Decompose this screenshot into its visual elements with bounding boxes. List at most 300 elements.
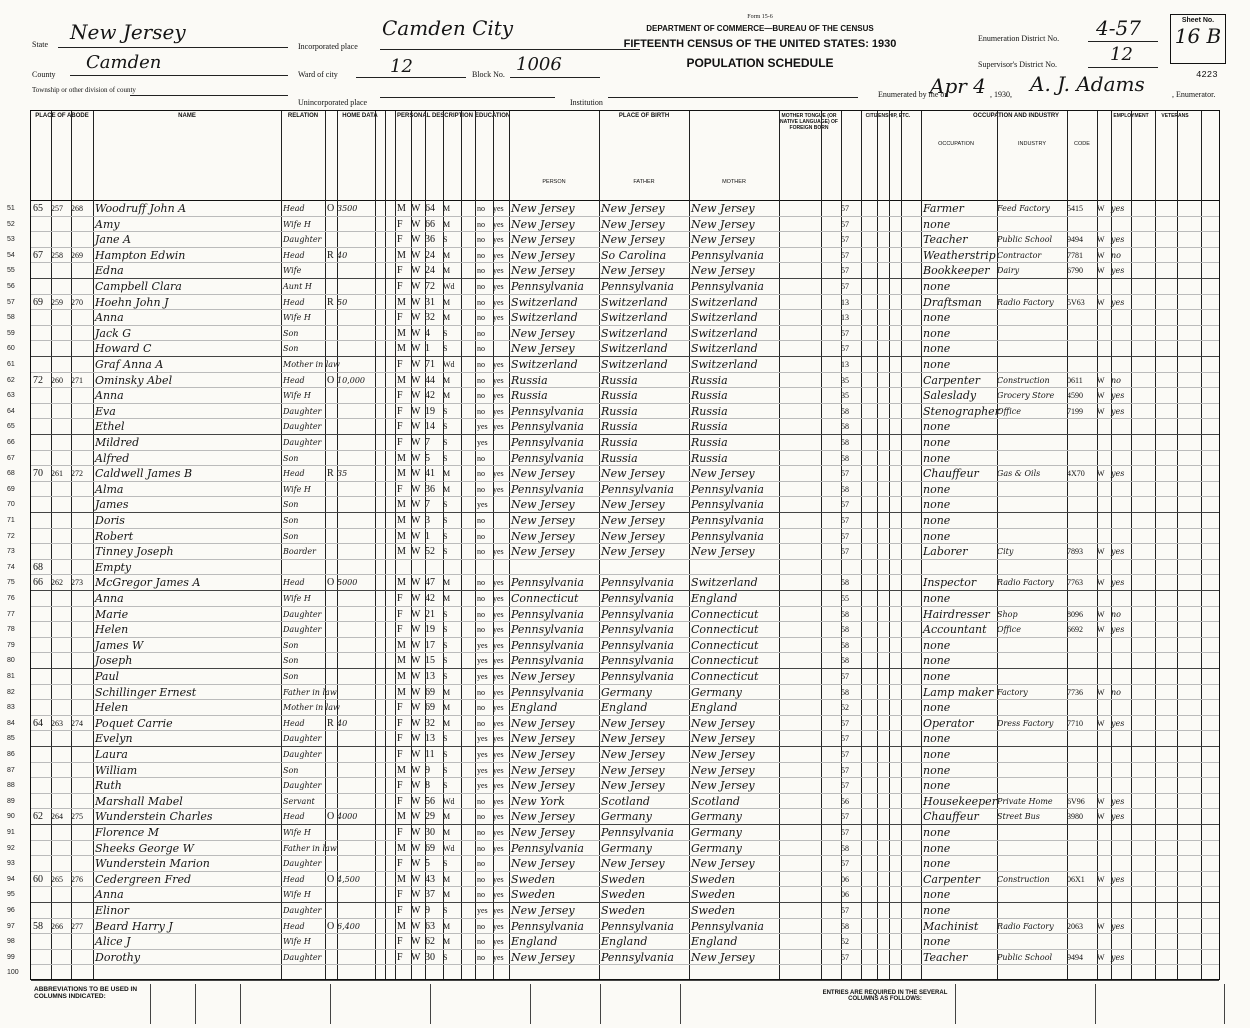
- cell-pob-f: New Jersey: [601, 763, 665, 777]
- cell-rel: Daughter: [283, 422, 322, 432]
- cell-emp: yes: [1111, 235, 1125, 245]
- cell-val: [337, 700, 375, 715]
- cell-pob: Pennsylvania: [511, 623, 584, 637]
- cell-pob-m: Pennsylvania: [691, 248, 764, 262]
- cell-line: 93: [7, 860, 15, 868]
- cell-emp: yes: [1111, 297, 1125, 307]
- cell-read: yes: [493, 204, 504, 213]
- cell-visit: [71, 388, 93, 403]
- cell-rel: Head: [283, 204, 305, 213]
- cell-code1: 57: [841, 952, 849, 962]
- cell-race: W: [411, 795, 421, 807]
- cell-rel: Head: [283, 297, 305, 307]
- cell-fam: 260: [51, 375, 63, 385]
- cell-occ: Draftsman: [923, 295, 982, 309]
- cell-pob-m: Pennsylvania: [691, 514, 764, 527]
- cell-code2: [1067, 497, 1097, 512]
- head-occupation: OCCUPATION: [938, 141, 974, 147]
- cell-dwell: 67: [33, 249, 43, 261]
- cell-own: [327, 685, 337, 700]
- cell-visit: [71, 513, 93, 528]
- cell-line: 61: [7, 361, 15, 368]
- cell-line: 94: [7, 875, 15, 883]
- cell-code1: 06: [841, 874, 849, 884]
- cell-race: W: [411, 686, 421, 698]
- cell-pob: New Jersey: [511, 326, 575, 340]
- cell-pob-f: Pennsylvania: [601, 950, 674, 964]
- cell-code1: 57: [841, 672, 849, 681]
- cell-visit: [71, 887, 93, 902]
- cell-occ: Laborer: [923, 545, 968, 559]
- cell-fam: [51, 357, 71, 372]
- cell-pob-f: So Carolina: [601, 248, 667, 262]
- cell-own: [327, 669, 337, 684]
- cell-emp: [1111, 763, 1131, 778]
- cell-emp: yes: [1111, 625, 1125, 635]
- cell-dwell: [33, 232, 51, 247]
- cell-emp: [1111, 856, 1131, 871]
- cell-school: yes: [477, 765, 488, 775]
- cell-dwell: [33, 747, 51, 762]
- cell-own: O: [327, 873, 335, 885]
- cell-val: [337, 451, 375, 466]
- cell-sex: F: [397, 265, 403, 277]
- cell-fam: [51, 856, 71, 871]
- cell-name: Florence M: [95, 826, 160, 839]
- cell-fam: [51, 934, 71, 949]
- cell-school: no: [477, 828, 485, 837]
- cell-line: 79: [7, 641, 15, 649]
- cell-ind: [997, 482, 1067, 497]
- cell-own: [327, 778, 337, 793]
- cell-dwell: [33, 825, 51, 840]
- cell-read: yes: [493, 781, 504, 791]
- cell-val: [337, 326, 375, 341]
- cell-school: no: [477, 547, 485, 557]
- cell-dwell: [33, 497, 51, 512]
- group-education: EDUCATION: [475, 113, 511, 119]
- cell-emp: yes: [1111, 547, 1125, 557]
- cell-visit: [71, 607, 93, 622]
- cell-school: no: [477, 890, 485, 900]
- cell-visit: [71, 950, 93, 965]
- cell-pob-f: England: [601, 701, 648, 715]
- cell-age: 37: [425, 889, 435, 901]
- cell-fam: [51, 341, 71, 356]
- cell-code1: 57: [841, 219, 849, 229]
- cell-fam: [51, 482, 71, 497]
- cell-pob-f: New Jersey: [601, 545, 665, 559]
- cell-pob-m: Switzerland: [691, 358, 758, 371]
- cell-read: [493, 965, 509, 980]
- cell-occ: none: [923, 763, 951, 777]
- cell-pob-f: Russia: [601, 389, 638, 403]
- cell-code2: [1067, 326, 1097, 341]
- enumerated-year: , 1930,: [990, 90, 1012, 99]
- cell-emp: yes: [1111, 796, 1125, 806]
- sheet-label: Sheet No.: [1181, 17, 1215, 24]
- cell-val: [337, 482, 375, 497]
- cell-fam: [51, 950, 71, 965]
- cell-own: [327, 451, 337, 466]
- cell-age: 13: [425, 671, 435, 682]
- cell-cls: [1097, 591, 1109, 606]
- cell-line: 60: [7, 345, 15, 353]
- cell-rel: Wife H: [283, 219, 311, 229]
- cell-school: no: [477, 406, 485, 416]
- schedule-title: POPULATION SCHEDULE: [686, 56, 834, 70]
- cell-school: no: [477, 594, 485, 603]
- cell-pob-m: Connecticut: [691, 607, 759, 621]
- cell-ind: [997, 591, 1067, 606]
- sheet-value: 16 B: [1174, 24, 1222, 48]
- cell-occ: none: [923, 638, 951, 652]
- cell-school: yes: [477, 672, 488, 681]
- cell-race: W: [411, 577, 421, 589]
- cell-ind: [997, 841, 1067, 856]
- cell-line: 58: [7, 314, 15, 322]
- cell-code2: 6790: [1067, 266, 1083, 276]
- cell-sex: F: [397, 624, 403, 636]
- cell-read: yes: [493, 952, 504, 962]
- cell-rel: Daughter: [283, 438, 322, 447]
- cell-name: Alma: [95, 482, 124, 496]
- cell-pob: New Jersey: [511, 732, 575, 746]
- cell-occ: none: [923, 217, 951, 231]
- cell-emp: no: [1111, 375, 1121, 385]
- cell-read: yes: [493, 375, 504, 385]
- cell-sex: F: [397, 905, 403, 916]
- cell-sex: F: [397, 858, 403, 870]
- cell-line: 95: [7, 891, 15, 899]
- cell-pob-m: [691, 560, 779, 575]
- enumerator-name: A. J. Adams: [1030, 72, 1145, 96]
- cell-own: [327, 950, 337, 965]
- cell-line: 80: [7, 657, 15, 665]
- cell-own: [327, 747, 337, 762]
- cell-cls: W: [1097, 874, 1105, 884]
- cell-mar: M: [443, 297, 451, 307]
- cell-ind: Dress Factory: [997, 718, 1054, 728]
- cell-sex: F: [397, 827, 403, 838]
- table-row: [7, 482, 1219, 498]
- cell-mar: S: [443, 438, 448, 447]
- cell-dwell: [33, 934, 51, 949]
- cell-school: yes: [477, 438, 488, 447]
- cell-cls: [1097, 482, 1109, 497]
- cell-mar: S: [443, 906, 448, 915]
- cell-cls: W: [1097, 297, 1105, 307]
- cell-sex: M: [397, 203, 406, 214]
- cell-code2: 7893: [1067, 547, 1083, 557]
- cell-dwell: [33, 310, 51, 325]
- cell-cls: [1097, 638, 1109, 653]
- cell-occ: Teacher: [923, 233, 968, 247]
- cell-pob: New Jersey: [511, 467, 575, 481]
- cell-pob: Sweden: [511, 872, 556, 886]
- cell-dwell: [33, 763, 51, 778]
- table-row: [7, 529, 1219, 545]
- cell-race: W: [411, 936, 421, 948]
- cell-pob-f: Pennsylvania: [601, 919, 674, 933]
- cell-line: 59: [7, 329, 15, 337]
- cell-line: 62: [7, 376, 15, 384]
- cell-mar: M: [443, 718, 451, 728]
- cell-sex: M: [397, 343, 406, 355]
- cell-mar: S: [443, 422, 448, 432]
- table-row: [7, 310, 1219, 326]
- cell-mar: S: [443, 516, 448, 525]
- cell-name: Evelyn: [95, 732, 133, 746]
- cell-emp: [1111, 841, 1131, 856]
- cell-occ: none: [923, 732, 951, 746]
- cell-race: W: [411, 249, 421, 261]
- cell-age: 15: [425, 655, 435, 667]
- column-headers: [31, 111, 1219, 201]
- cell-fam: [51, 747, 71, 762]
- cell-code2: [1067, 731, 1097, 746]
- county-value: Camden: [86, 52, 162, 73]
- cell-rel: Father in law: [283, 687, 337, 697]
- cell-ind: [997, 326, 1067, 341]
- cell-pob-f: Sweden: [601, 888, 646, 902]
- cell-rel: Daughter: [283, 781, 322, 791]
- cell-pob-m: Sweden: [691, 872, 736, 886]
- cell-age: 69: [425, 686, 435, 698]
- cell-ind: Office: [997, 406, 1021, 416]
- cell-name: Joseph: [95, 654, 133, 668]
- cell-own: [327, 263, 337, 278]
- cell-mar: S: [443, 750, 448, 759]
- cell-code2: [1067, 560, 1097, 575]
- cell-emp: [1111, 825, 1131, 840]
- cell-sex: F: [397, 405, 403, 417]
- cell-pob: Russia: [511, 373, 548, 387]
- cell-name: Laura: [95, 748, 128, 761]
- cell-race: W: [411, 546, 421, 558]
- cell-line: 92: [7, 844, 15, 852]
- cell-rel: Head: [283, 375, 305, 385]
- cell-sex: F: [397, 359, 403, 370]
- cell-pob-f: New Jersey: [601, 202, 665, 215]
- cell-mar: Wd: [443, 282, 455, 291]
- cell-read: yes: [493, 921, 504, 931]
- group-name: NAME: [178, 113, 196, 119]
- cell-cls: W: [1097, 469, 1105, 479]
- cell-occ: Inspector: [923, 576, 977, 590]
- cell-emp: [1111, 279, 1131, 294]
- cell-val: 50: [337, 297, 348, 307]
- cell-ind: [997, 669, 1067, 684]
- cell-code1: 58: [841, 656, 849, 666]
- cell-mar: M: [443, 921, 451, 931]
- cell-code2: [1067, 934, 1097, 949]
- cell-cls: [1097, 419, 1109, 434]
- cell-name: Wunderstein Marion: [95, 857, 210, 871]
- cell-ind: [997, 747, 1067, 762]
- cell-pob-m: Russia: [691, 451, 728, 465]
- table-row: [7, 653, 1219, 669]
- cell-pob-m: New Jersey: [691, 779, 755, 793]
- table-row: [7, 841, 1219, 857]
- cell-age: 24: [425, 249, 435, 261]
- cell-pob-f: Switzerland: [601, 311, 668, 325]
- cell-ind: [997, 357, 1067, 372]
- head-code: CODE: [1074, 141, 1090, 147]
- cell-pob: New Jersey: [511, 529, 575, 543]
- cell-name: Howard C: [95, 342, 152, 356]
- cell-sex: F: [397, 889, 403, 901]
- cell-dwell: [33, 404, 51, 419]
- cell-line: 91: [7, 829, 15, 836]
- cell-pob-f: Pennsylvania: [601, 592, 674, 605]
- cell-code1: 58: [841, 406, 849, 416]
- cell-pob-f: Russia: [601, 373, 638, 387]
- cell-line: 53: [7, 236, 15, 244]
- cell-school: yes: [477, 640, 488, 650]
- cell-visit: [71, 232, 93, 247]
- cell-emp: yes: [1111, 266, 1125, 276]
- table-row: [7, 669, 1219, 685]
- cell-school: no: [477, 266, 485, 276]
- cell-cls: [1097, 217, 1109, 232]
- enumerated-label: Enumerated by me on: [878, 90, 949, 99]
- cell-ind: Public School: [997, 235, 1053, 245]
- cell-age: 42: [425, 593, 435, 604]
- cell-pob-m: Connecticut: [691, 654, 759, 668]
- cell-occ: none: [923, 342, 951, 356]
- cell-age: [425, 965, 443, 980]
- cell-rel: Boarder: [283, 547, 316, 557]
- cell-fam: 259: [51, 297, 63, 307]
- cell-age: 4: [425, 327, 430, 339]
- supervisor-value: 12: [1110, 44, 1133, 65]
- cell-pob-m: Russia: [691, 404, 728, 418]
- cell-occ: Chauffeur: [923, 810, 979, 824]
- cell-race: W: [411, 827, 421, 838]
- cell-code2: 7199: [1067, 406, 1083, 416]
- cell-rel: Son: [283, 328, 299, 338]
- cell-rel: Son: [283, 656, 299, 666]
- cell-val: [337, 279, 375, 294]
- cell-rel: Daughter: [283, 625, 322, 635]
- cell-ind: Gas & Oils: [997, 469, 1041, 479]
- ward-value: 12: [390, 56, 413, 77]
- cell-read: yes: [493, 874, 504, 884]
- cell-age: 5: [425, 858, 430, 870]
- cell-code1: 57: [841, 781, 849, 791]
- cell-mar: M: [443, 250, 451, 260]
- cell-dwell: [33, 217, 51, 232]
- cell-name: Anna: [95, 311, 124, 325]
- cell-school: no: [477, 921, 485, 931]
- cell-occ: Machinist: [923, 919, 979, 933]
- cell-sex: F: [397, 483, 403, 495]
- cell-pob-m: New Jersey: [691, 545, 755, 559]
- cell-pob: New Jersey: [511, 670, 575, 683]
- cell-age: 11: [425, 749, 435, 760]
- table-row: [7, 607, 1219, 623]
- cell-occ: Operator: [923, 716, 974, 730]
- table-row: [7, 575, 1219, 591]
- cell-pob-f: Switzerland: [601, 295, 668, 309]
- cell-read: [493, 560, 509, 575]
- cell-code2: 9494: [1067, 235, 1083, 245]
- cell-dwell: [33, 544, 51, 559]
- cell-val: [337, 950, 375, 965]
- cell-code1: 57: [841, 765, 849, 775]
- cell-mar: M: [443, 812, 451, 822]
- cell-pob-m: Connecticut: [691, 670, 759, 683]
- cell-code1: 58: [841, 453, 849, 463]
- cell-pob-f: Pennsylvania: [601, 826, 674, 839]
- cell-pob: New Jersey: [511, 545, 575, 559]
- cell-school: no: [477, 796, 485, 806]
- cell-code2: 7781: [1067, 250, 1083, 260]
- cell-code2: [1067, 513, 1097, 528]
- cell-rel: Wife H: [283, 391, 311, 401]
- table-row: [7, 965, 1219, 981]
- cell-code1: 13: [841, 297, 849, 307]
- cell-cls: W: [1097, 609, 1105, 619]
- cell-name: Anna: [95, 592, 124, 605]
- table-row: [7, 419, 1219, 435]
- cell-name: Ominsky Abel: [95, 373, 173, 387]
- group-employment: EMPLOYMENT: [1113, 113, 1149, 119]
- cell-read: yes: [493, 313, 504, 323]
- cell-name: James W: [95, 638, 144, 652]
- cell-code1: 52: [841, 703, 849, 713]
- cell-rel: Son: [283, 672, 299, 681]
- group-personal: PERSONAL DESCRIPTION: [397, 113, 473, 119]
- cell-code1: 58: [841, 640, 849, 650]
- cell-age: 64: [425, 203, 435, 214]
- cell-race: W: [411, 421, 421, 433]
- cell-sex: F: [397, 234, 403, 246]
- cell-sex: M: [397, 811, 406, 823]
- cell-line: 89: [7, 797, 15, 805]
- cell-rel: Head: [283, 921, 305, 931]
- cell-code2: [1067, 591, 1097, 606]
- cell-code2: [1067, 482, 1097, 497]
- cell-val: [337, 747, 375, 762]
- cell-name: Cedergreen Fred: [95, 872, 192, 886]
- cell-code1: 58: [841, 625, 849, 635]
- cell-visit: [71, 794, 93, 809]
- cell-mar: Wd: [443, 843, 455, 853]
- cell-pob-f: New Jersey: [601, 217, 665, 231]
- cell-code1: 58: [841, 687, 849, 697]
- cell-school: [477, 965, 493, 980]
- cell-pob-f: Pennsylvania: [601, 670, 674, 683]
- cell-race: W: [411, 780, 421, 792]
- cell-ind: [997, 341, 1067, 356]
- cell-sex: M: [397, 468, 406, 480]
- cell-occ: none: [923, 935, 951, 949]
- cell-pob-m: New Jersey: [691, 763, 755, 777]
- cell-dwell: 58: [33, 920, 43, 932]
- cell-name: Alice J: [95, 935, 131, 949]
- cell-name: Paul: [95, 670, 120, 683]
- cell-occ: none: [923, 888, 951, 902]
- cell-ind: Public School: [997, 952, 1053, 962]
- cell-cls: W: [1097, 687, 1105, 697]
- cell-own: [327, 404, 337, 419]
- cell-code1: 57: [841, 328, 849, 338]
- cell-rel: Head: [283, 718, 305, 728]
- cell-val: [337, 435, 375, 450]
- cell-rel: Head: [283, 250, 305, 260]
